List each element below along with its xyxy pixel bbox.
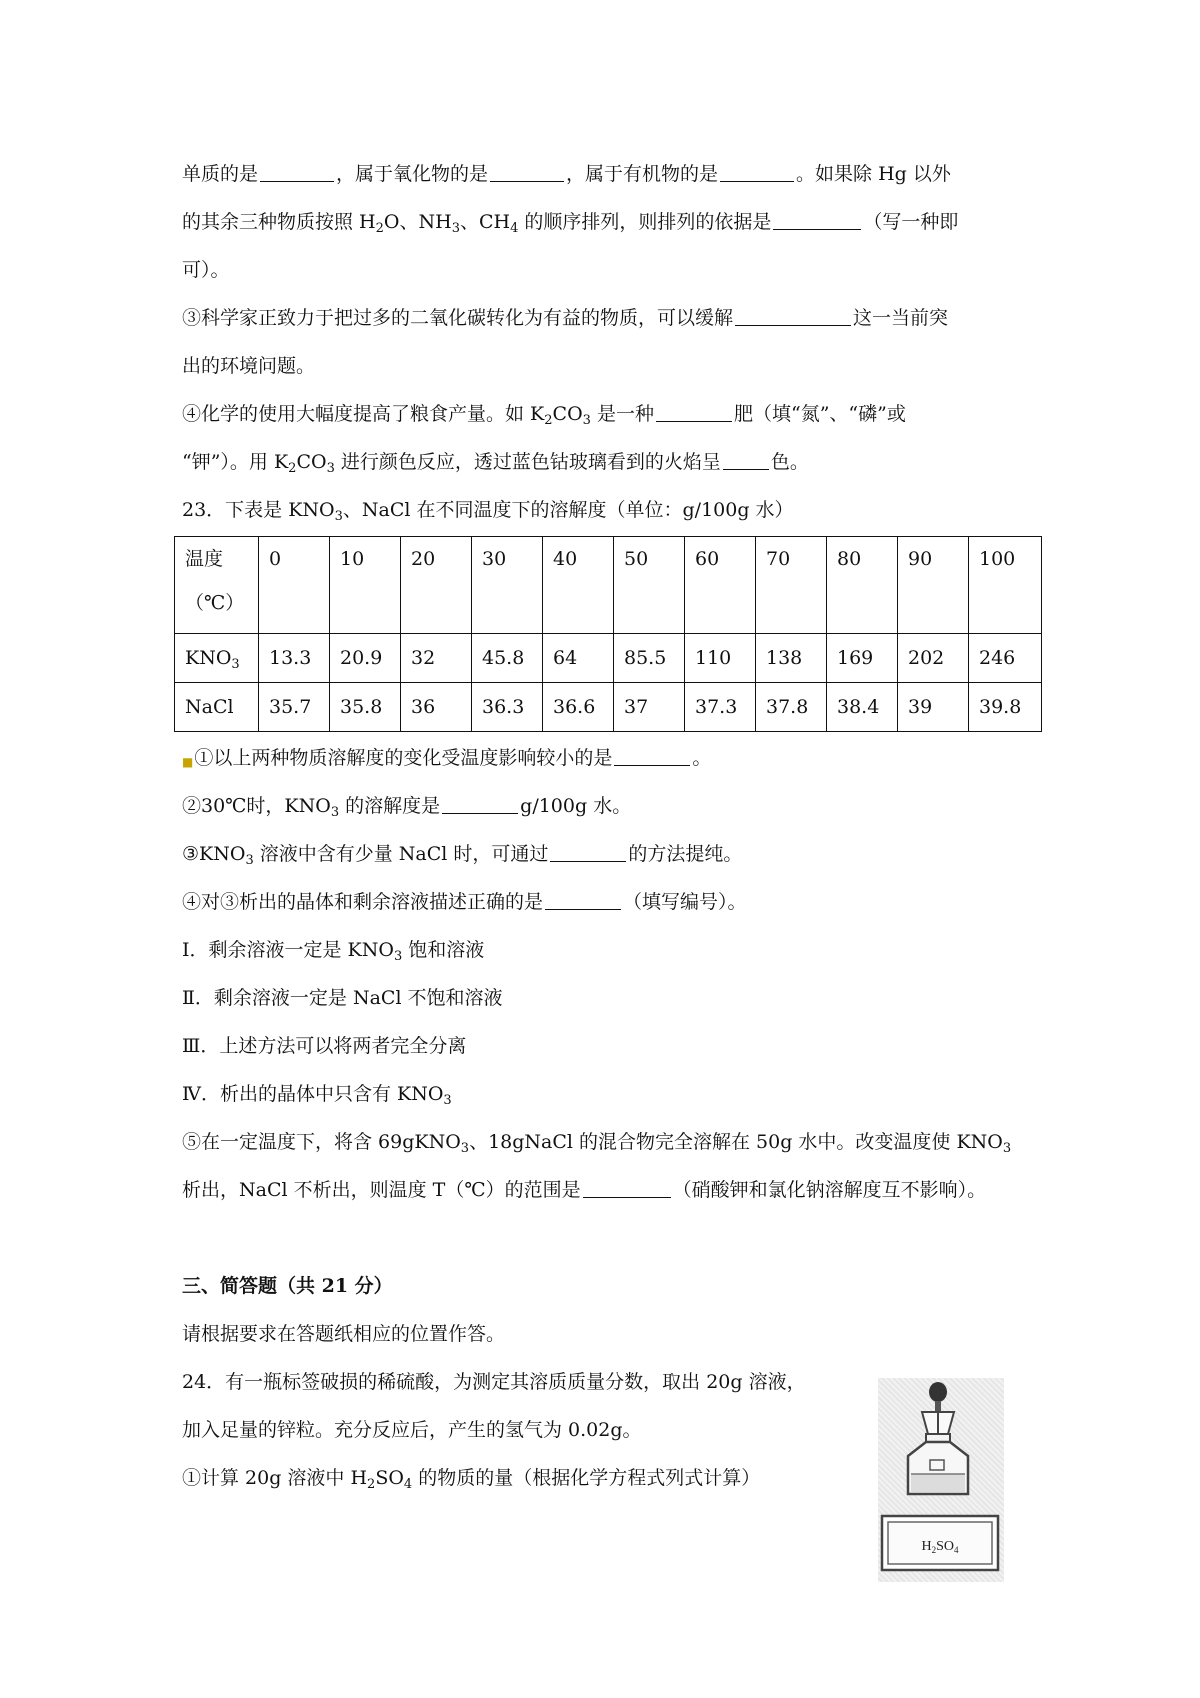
text: 的顺序排列，则排列的依据是 (518, 211, 772, 233)
table-cell: 39 (898, 683, 969, 732)
table-row-temperature (175, 537, 1042, 634)
answer-blank[interactable] (490, 153, 564, 182)
subscript: 4 (510, 221, 519, 236)
text: ①计算 20g 溶液中 H (182, 1467, 368, 1489)
table-cell: 30 (472, 537, 543, 634)
subscript: 3 (582, 413, 591, 428)
q22-part4-line-2 (182, 438, 1042, 486)
bullet-dot: ■ (182, 755, 194, 769)
subscript: 3 (334, 509, 343, 524)
subscript: 3 (326, 461, 335, 476)
text: ④化学的使用大幅度提高了粮食产量。如 K (182, 403, 545, 425)
table-cell: 60 (685, 537, 756, 634)
q22-part3-line-1 (182, 294, 1042, 342)
subscript: 4 (403, 1477, 413, 1492)
table-cell: 36.3 (472, 683, 543, 732)
q22-part4-line-1 (182, 390, 1042, 438)
table-cell: 10 (330, 537, 401, 634)
subscript: 2 (544, 413, 553, 428)
text: ②30℃时，KNO (182, 795, 331, 817)
subscript: 2 (375, 221, 384, 236)
table-cell: 37.3 (685, 683, 756, 732)
q23-option-2: Ⅱ．剩余溶液一定是 NaCl 不饱和溶液 (182, 987, 503, 1009)
subscript: 3 (393, 949, 403, 964)
table-cell: 80 (827, 537, 898, 634)
text: 、NaCl 在不同温度下的溶解度（单位：g/100g 水） (342, 499, 794, 521)
answer-blank[interactable] (720, 153, 794, 182)
text: 23．下表是 KNO (182, 499, 335, 521)
text: 、18gNaCl 的混合物完全溶解在 50g 水中。改变温度使 KNO (469, 1131, 1003, 1153)
table-cell: 35.8 (330, 683, 401, 732)
q23-part-3 (182, 830, 1042, 878)
text: 的溶解度是 (339, 795, 441, 817)
q22-line-3: 可）。 (182, 259, 230, 281)
q22-line-2 (182, 198, 1042, 246)
text: ①以上两种物质溶解度的变化受温度影响较小的是 (194, 747, 613, 769)
subscript: 3 (330, 805, 340, 820)
section-3-title: 三、简答题（共 21 分） (182, 1275, 393, 1297)
text: ③KNO (182, 843, 246, 865)
table-cell: 0 (259, 537, 330, 634)
table-header-cell (175, 537, 259, 634)
text: 单质的是 (182, 163, 259, 185)
q24-line-1: 24．有一瓶标签破损的稀硫酸，为测定其溶质质量分数，取出 20g 溶液， (182, 1371, 806, 1393)
table-cell: 90 (898, 537, 969, 634)
table-row-nacl (175, 683, 1042, 732)
table-cell: 36 (401, 683, 472, 732)
q23-part-4 (182, 878, 1042, 926)
q22-line-1 (182, 150, 1042, 198)
text: 、CH (459, 211, 511, 233)
q23-part-2 (182, 782, 1042, 830)
text: （硝酸钾和氯化钠溶解度互不影响）。 (672, 1179, 987, 1201)
table-cell: 38.4 (827, 683, 898, 732)
table-cell: 40 (543, 537, 614, 634)
table-cell: 45.8 (472, 634, 543, 683)
q23-part-5-line-1 (182, 1118, 1042, 1166)
answer-blank[interactable] (614, 737, 690, 766)
text: ，属于氧化物的是 (336, 163, 489, 185)
table-cell: 202 (898, 634, 969, 683)
text: ④对③析出的晶体和剩余溶液描述正确的是 (182, 891, 544, 913)
table-cell: 50 (614, 537, 685, 634)
text: Ⅰ．剩余溶液一定是 KNO (182, 939, 394, 961)
text: Ⅳ．析出的晶体中只含有 KNO (182, 1083, 444, 1105)
text: 色。 (770, 451, 809, 473)
table-cell: 110 (685, 634, 756, 683)
text: g/100g 水。 (520, 795, 632, 817)
table-cell: 35.7 (259, 683, 330, 732)
answer-blank[interactable] (656, 393, 732, 422)
table-cell: 20.9 (330, 634, 401, 683)
answer-blank[interactable] (735, 297, 851, 326)
q23-option-1 (182, 926, 1042, 974)
text: （填写编号）。 (623, 891, 747, 913)
text: 温度 (185, 548, 224, 570)
text: （℃） (185, 592, 245, 614)
q22-part3-line-2: 出的环境问题。 (182, 355, 316, 377)
q23-part-1 (182, 734, 1042, 782)
text: 析出，NaCl 不析出，则温度 T（℃）的范围是 (182, 1179, 581, 1201)
table-cell: 138 (756, 634, 827, 683)
text: “钾”）。用 K (182, 451, 289, 473)
table-row-kno3 (175, 634, 1042, 683)
bottle-label-text: $H_2SO_4$ (921, 1539, 959, 1555)
text: 饱和溶液 (402, 939, 485, 961)
table-cell: 85.5 (614, 634, 685, 683)
spacer (182, 1214, 1042, 1262)
reagent-bottle-icon (878, 1378, 1004, 1582)
text: 。如果除 Hg 以外 (796, 163, 951, 185)
subscript: 2 (288, 461, 297, 476)
text: 的物质的量（根据化学方程式列式计算） (412, 1467, 761, 1489)
table-cell: 20 (401, 537, 472, 634)
q23-intro (182, 486, 1042, 534)
text: KNO (185, 647, 232, 669)
table-cell: 37 (614, 683, 685, 732)
text: （写一种即 (863, 211, 959, 233)
answer-blank[interactable] (442, 785, 518, 814)
table-cell: 13.3 (259, 634, 330, 683)
text: SO (375, 1467, 404, 1489)
text: 是一种 (590, 403, 654, 425)
subscript: 3 (443, 1093, 452, 1108)
text: 这一当前突 (853, 307, 949, 329)
subscript: 3 (1002, 1141, 1012, 1156)
reagent-bottle-figure (878, 1378, 1004, 1582)
answer-blank[interactable] (583, 1169, 671, 1198)
text: CO (296, 451, 327, 473)
table-cell: 32 (401, 634, 472, 683)
table-header-cell (175, 634, 259, 683)
table-cell: 169 (827, 634, 898, 683)
text: 。 (692, 747, 712, 769)
q23-option-3: Ⅲ．上述方法可以将两者完全分离 (182, 1035, 467, 1057)
table-cell: 39.8 (969, 683, 1042, 732)
text: 的方法提纯。 (628, 843, 743, 865)
text: O、NH (383, 211, 452, 233)
exam-page (182, 150, 1042, 1502)
subscript: 3 (231, 657, 240, 672)
table-cell: 64 (543, 634, 614, 683)
text: ，属于有机物的是 (566, 163, 719, 185)
answer-blank[interactable] (260, 153, 334, 182)
text: CO (552, 403, 583, 425)
text: 的其余三种物质按照 H (182, 211, 376, 233)
q23-part-5-line-2 (182, 1166, 1042, 1214)
answer-blank[interactable] (550, 833, 626, 862)
subscript: 2 (367, 1477, 376, 1492)
text: ⑤在一定温度下，将含 69gKNO (182, 1131, 461, 1153)
text: 进行颜色反应，透过蓝色钴玻璃看到的火焰呈 (334, 451, 721, 473)
subscript: 3 (460, 1141, 470, 1156)
table-cell: 70 (756, 537, 827, 634)
table-cell: 100 (969, 537, 1042, 634)
subscript: 3 (245, 853, 254, 868)
answer-blank[interactable] (723, 441, 769, 470)
table-cell: 37.8 (756, 683, 827, 732)
answer-blank[interactable] (545, 881, 621, 910)
table-header-cell: NaCl (175, 683, 259, 732)
subscript: 3 (451, 221, 460, 236)
text: 溶液中含有少量 NaCl 时，可通过 (253, 843, 549, 865)
answer-blank[interactable] (773, 201, 861, 230)
q24-line-2: 加入足量的锌粒。充分反应后，产生的氢气为 0.02g。 (182, 1419, 642, 1441)
text: 肥（填“氮”、“磷”或 (733, 403, 906, 425)
table-cell: 36.6 (543, 683, 614, 732)
section-3-instruction: 请根据要求在答题纸相应的位置作答。 (182, 1323, 506, 1345)
solubility-table (174, 536, 1042, 732)
text: ③科学家正致力于把过多的二氧化碳转化为有益的物质，可以缓解 (182, 307, 734, 329)
table-cell: 246 (969, 634, 1042, 683)
q23-option-4 (182, 1070, 1042, 1118)
